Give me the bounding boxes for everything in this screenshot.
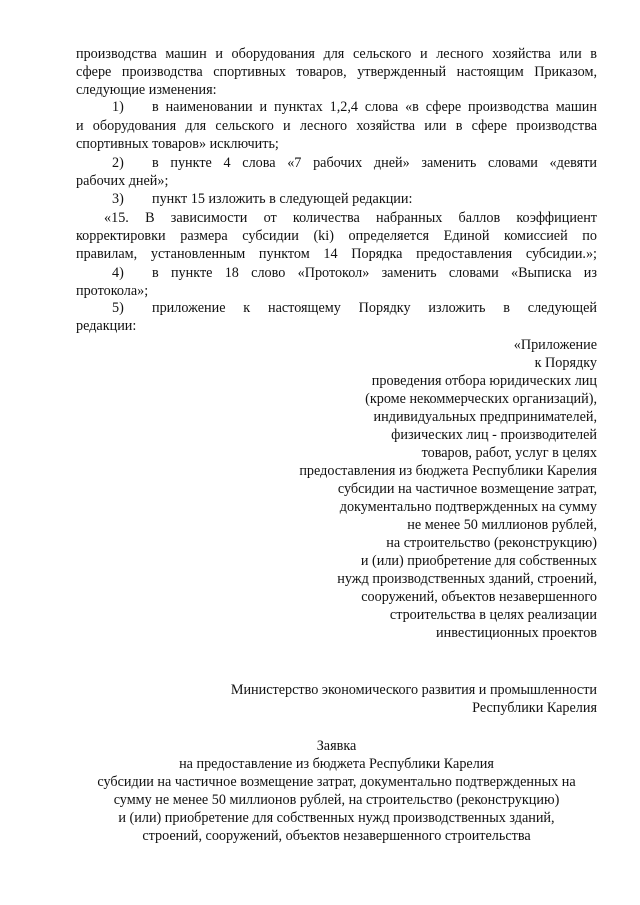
application-line: строений, сооружений, объектов незавершенного строительства (142, 828, 531, 844)
appendix-line: и (или) приобретение для собственных (360, 553, 597, 569)
item-text: приложение к настоящему Порядку изложить в следующей (152, 300, 597, 316)
application-line: субсидии на частичное возмещение затрат, документально подтвержденных на (97, 774, 576, 790)
item-number: 2) (112, 155, 124, 171)
intro-line: сфере производства спортивных товаров, утвержденный настоящим Приказом, (76, 64, 597, 80)
appendix-line: документально подтвержденных на сумму (339, 499, 597, 515)
appendix-line: субсидии на частичное возмещение затрат, (337, 481, 597, 497)
appendix-line: нужд производственных зданий, строений, (337, 571, 597, 587)
appendix-line: не менее 50 миллионов рублей, (407, 517, 597, 533)
appendix-line: предоставления из бюджета Республики Карелия (299, 463, 597, 479)
addressee-line: Республики Карелия (472, 700, 597, 716)
quote-line: «15. В зависимости от количества набранных баллов коэффициент (104, 210, 597, 226)
appendix-line: индивидуальных предпринимателей, (373, 409, 597, 425)
item-number: 3) (112, 191, 124, 207)
quote-line: корректировки размера субсидии (ki) определяется Единой комиссией по (76, 228, 597, 244)
item-text: пункт 15 изложить в следующей редакции: (152, 191, 413, 207)
item-number: 1) (112, 99, 124, 115)
quote-line: правилам, установленным пунктом 14 Порядка предоставления субсидии.»; (76, 246, 597, 262)
addressee-line: Министерство экономического развития и промышленности (230, 682, 597, 698)
item-text: и оборудования для сельского и лесного хозяйства или в сфере производства (76, 118, 597, 134)
item-text: в пункте 18 слово «Протокол» заменить словами «Выписка из (152, 265, 597, 281)
appendix-line: к Порядку (534, 355, 597, 371)
application-title: Заявка (316, 738, 357, 754)
item-text: спортивных товаров» исключить; (76, 136, 279, 152)
appendix-line: сооружений, объектов незавершенного (361, 589, 597, 605)
appendix-line: строительства в целях реализации (389, 607, 597, 623)
appendix-line: проведения отбора юридических лиц (371, 373, 597, 389)
appendix-line: «Приложение (513, 337, 597, 353)
item-number: 5) (112, 300, 124, 316)
appendix-line: на строительство (реконструкцию) (386, 535, 597, 551)
application-line: и (или) приобретение для собственных нужд производственных зданий, (118, 810, 555, 826)
item-text: в наименовании и пунктах 1,2,4 слова «в сфере производства машин (152, 99, 597, 115)
item-text: протокола»; (76, 283, 149, 299)
appendix-line: физических лиц - производителей (391, 427, 597, 443)
intro-line: производства машин и оборудования для сельского и лесного хозяйства или в (76, 46, 597, 62)
application-line: на предоставление из бюджета Республики Карелия (179, 756, 494, 772)
item-text: в пункте 4 слова «7 рабочих дней» заменить словами «девяти (152, 155, 597, 171)
application-line: сумму не менее 50 миллионов рублей, на строительство (реконструкцию) (113, 792, 560, 808)
intro-line: следующие изменения: (76, 82, 217, 98)
appendix-line: товаров, работ, услуг в целях (421, 445, 597, 461)
appendix-line: (кроме некоммерческих организаций), (365, 391, 597, 407)
item-text: редакции: (76, 318, 137, 334)
item-number: 4) (112, 265, 124, 281)
item-text: рабочих дней»; (76, 173, 169, 189)
appendix-line: инвестиционных проектов (436, 625, 597, 641)
